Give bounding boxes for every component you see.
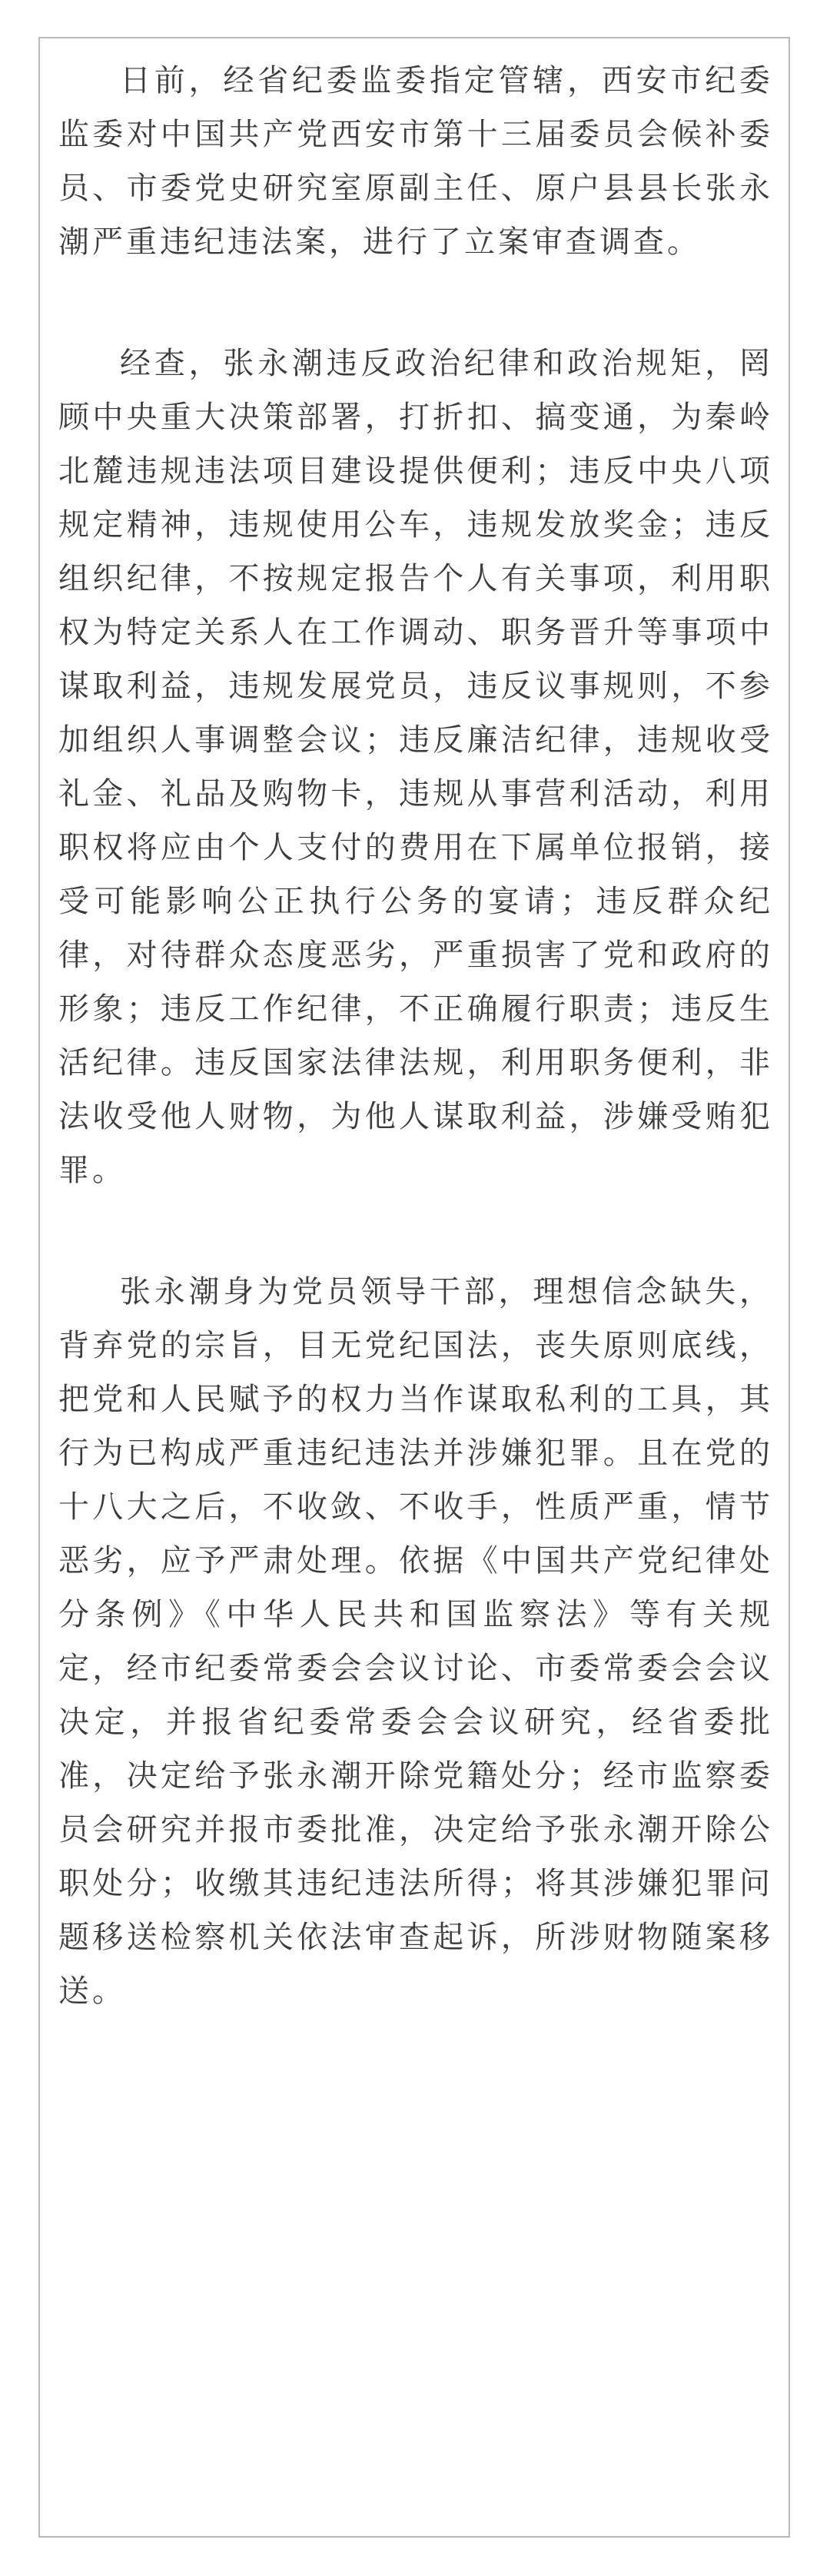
paragraph-disciplinary-decision: 张永潮身为党员领导干部，理想信念缺失，背弃党的宗旨，目无党纪国法，丧失原则底线，把党和人民赋予的权力当作谋取私利的工具，其行为已构成严重违纪违法并涉嫌犯罪。且在党的十八大之后，不收敛、不收手，性质严重，情节恶劣，应予严肃处理。依据《中国共产党纪律处分条例》《中华人民共和国监察法》等有关规定，经市纪委常委会会议讨论、市委常委会会议决定，并报省纪委常委会会议研究，经省委批准，决定给予张永潮开除党籍处分；经市监察委员会研究并报市委批准，决定给予张永潮开除公职处分；收缴其违纪违法所得；将其涉嫌犯罪问题移送检察机关依法审查起诉，所涉财物随案移送。 <box>58 1274 773 2009</box>
article-body <box>58 54 773 2018</box>
paragraph-investigation-findings: 经查，张永潮违反政治纪律和政治规矩，罔顾中央重大决策部署，打折扣、搞变通，为秦岭北麓违规违法项目建设提供便利；违反中央八项规定精神，违规使用公车，违规发放奖金；违反组织纪律，不按规定报告个人有关事项，利用职权为特定关系人在工作调动、职务晋升等事项中谋取利益，违规发展党员，违反议事规则，不参加组织人事调整会议；违反廉洁纪律，违规收受礼金、礼品及购物卡，违规从事营利活动，利用职权将应由个人支付的费用在下属单位报销，接受可能影响公正执行公务的宴请；违反群众纪律，对待群众态度恶劣，严重损害了党和政府的形象；违反工作纪律，不正确履行职责；违反生活纪律。违反国家法律法规，利用职务便利，非法收受他人财物，为他人谋取利益，涉嫌受贿犯罪。 <box>58 346 773 1188</box>
paragraph-case-filing: 日前，经省纪委监委指定管辖，西安市纪委监委对中国共产党西安市第十三届委员会候补委员、市委党史研究室原副主任、原户县县长张永潮严重违纪违法案，进行了立案审查调查。 <box>58 63 773 260</box>
